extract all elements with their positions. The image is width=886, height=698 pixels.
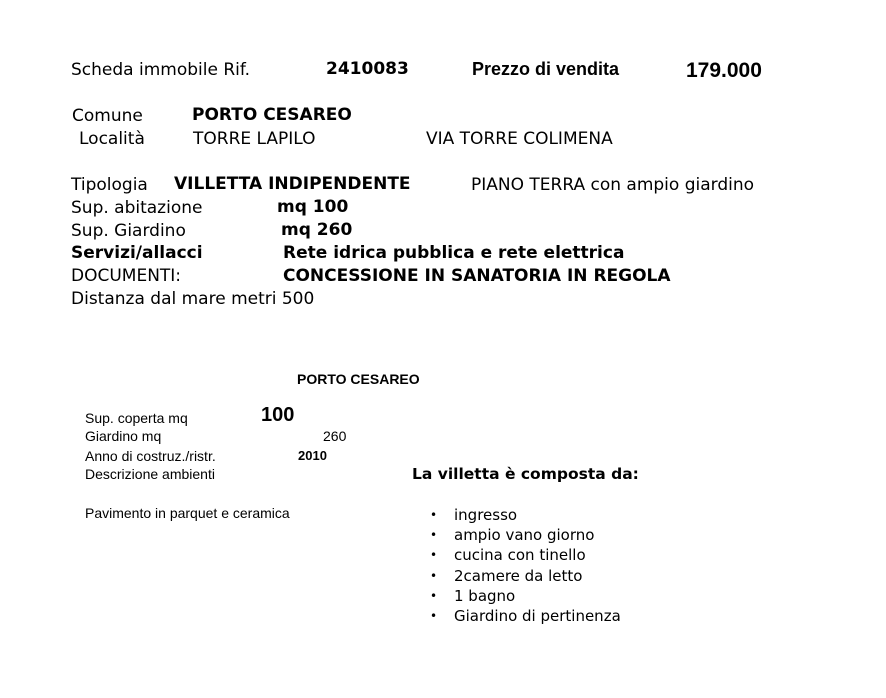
comune-value: PORTO CESAREO bbox=[192, 105, 352, 125]
list-item: • ingresso bbox=[430, 506, 518, 524]
servizi-value: Rete idrica pubblica e rete elettrica bbox=[283, 243, 625, 263]
sup-coperta-value: 100 bbox=[261, 404, 295, 426]
sup-giardino-label: Sup. Giardino bbox=[71, 221, 186, 241]
distanza-text: Distanza dal mare metri 500 bbox=[71, 289, 315, 309]
bullet-icon: • bbox=[430, 588, 438, 603]
documenti-label: DOCUMENTI: bbox=[71, 266, 182, 286]
composizione-title: La villetta è composta da: bbox=[412, 465, 639, 483]
list-item: • cucina con tinello bbox=[430, 546, 586, 565]
prezzo-value: 179.000 bbox=[686, 59, 762, 82]
localita-label: Località bbox=[79, 129, 145, 149]
list-item: • 2camere da letto bbox=[430, 566, 583, 585]
sup-abitazione-label: Sup. abitazione bbox=[71, 198, 203, 218]
bullet-icon: • bbox=[430, 568, 438, 583]
pavimento-text: Pavimento in parquet e ceramica bbox=[85, 505, 290, 521]
localita-value: TORRE LAPILO bbox=[193, 129, 316, 149]
scheda-label: Scheda immobile Rif. bbox=[71, 60, 251, 80]
section2-title: PORTO CESAREO bbox=[297, 371, 420, 387]
sup-giardino-value: mq 260 bbox=[281, 220, 353, 240]
bullet-icon: • bbox=[430, 548, 438, 563]
list-item: • ampio vano giorno bbox=[430, 526, 595, 545]
bullet-icon: • bbox=[430, 508, 438, 522]
ambienti-list bbox=[427, 505, 621, 626]
giardino-label: Giardino mq bbox=[85, 428, 162, 444]
list-item: • 1 bagno bbox=[430, 586, 516, 605]
bullet-icon: • bbox=[430, 528, 438, 543]
prezzo-label: Prezzo di vendita bbox=[472, 59, 620, 79]
rif-value: 2410083 bbox=[326, 59, 409, 79]
via-value: VIA TORRE COLIMENA bbox=[426, 129, 613, 149]
servizi-label: Servizi/allacci bbox=[71, 243, 203, 263]
sup-abitazione-value: mq 100 bbox=[277, 197, 349, 217]
tipologia-label: Tipologia bbox=[71, 175, 148, 195]
comune-label: Comune bbox=[72, 106, 143, 126]
documenti-value: CONCESSIONE IN SANATORIA IN REGOLA bbox=[283, 266, 671, 286]
sup-coperta-label: Sup. coperta mq bbox=[85, 410, 188, 426]
descrizione-label: Descrizione ambienti bbox=[85, 466, 215, 482]
tipologia-extra: PIANO TERRA con ampio giardino bbox=[471, 175, 755, 195]
bullet-icon: • bbox=[430, 608, 438, 623]
anno-label: Anno di costruz./ristr. bbox=[85, 448, 216, 464]
list-item: • Giardino di pertinenza bbox=[430, 606, 621, 625]
anno-value: 2010 bbox=[298, 448, 327, 463]
giardino-value: 260 bbox=[323, 428, 347, 444]
tipologia-value: VILLETTA INDIPENDENTE bbox=[174, 174, 411, 194]
